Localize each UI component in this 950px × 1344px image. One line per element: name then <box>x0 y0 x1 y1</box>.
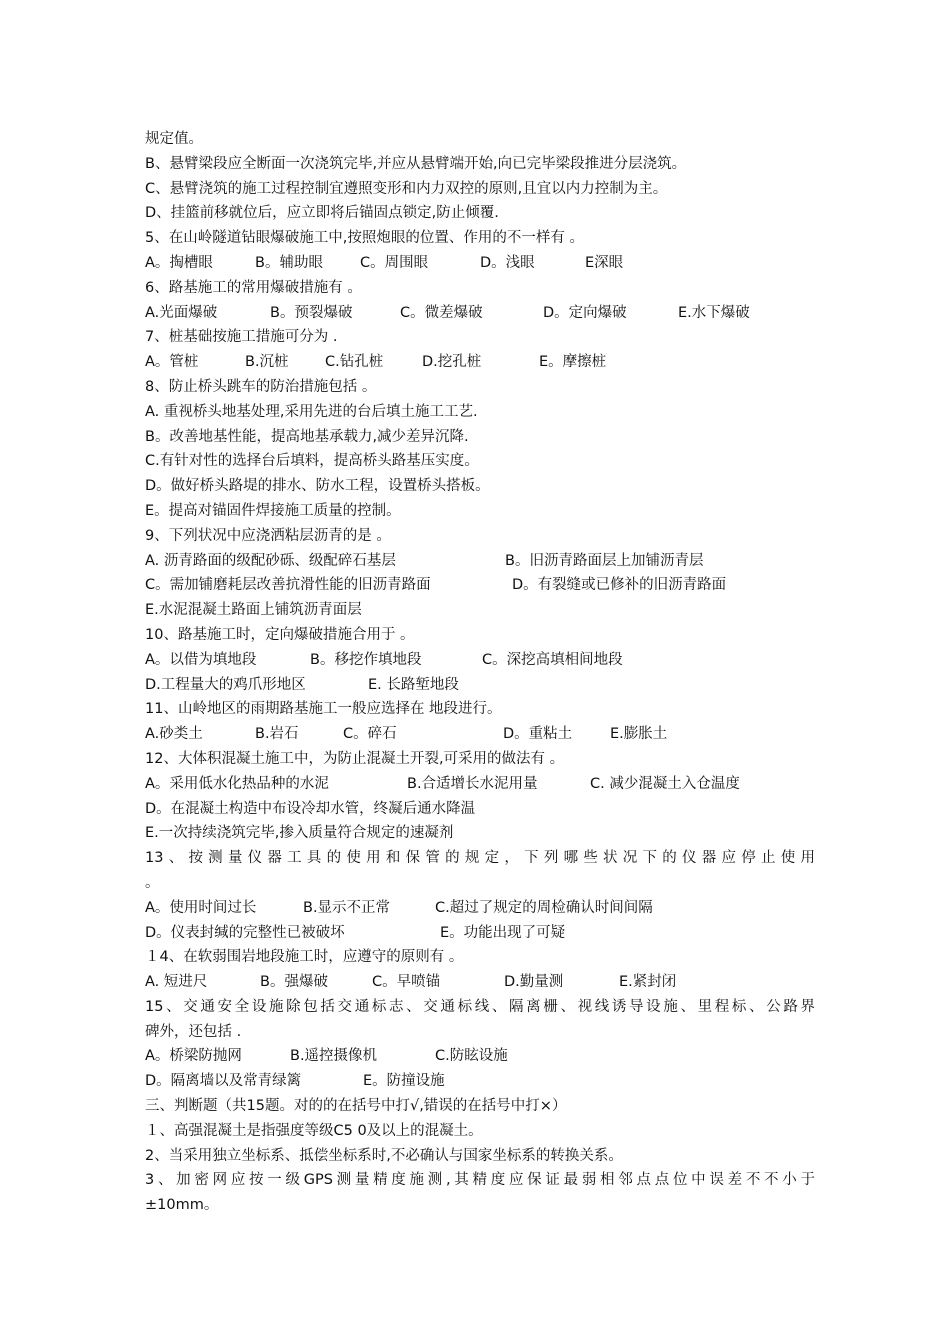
options-q13-row2 <box>145 921 815 946</box>
option-d: D。重粘土 <box>503 726 573 743</box>
statement-2: 2、当采用独立坐标系、抵偿坐标系时,不必确认与国家坐标系的转换关系。 <box>145 1147 623 1164</box>
question-12: 12、大体积混凝土施工中，为防止混凝土开裂,可采用的做法有 。 <box>145 750 565 767</box>
question-5: 5、在山岭隧道钻眼爆破施工中,按照炮眼的位置、作用的不一样有 。 <box>145 230 584 247</box>
option-c: C。碎石 <box>343 726 397 743</box>
option-c: C。早喷锚 <box>372 974 441 991</box>
option-d: D。仪表封缄的完整性已被破坏 <box>145 924 345 941</box>
options-q7 <box>145 350 815 375</box>
options-q14 <box>145 970 815 995</box>
option-b: B.显示不正常 <box>303 899 391 916</box>
option-a: A.光面爆破 <box>145 304 218 321</box>
text-line: E.一次持续浇筑完毕,掺入质量符合规定的速凝剂 <box>145 825 454 842</box>
question-6: 6、路基施工的常用爆破措施有 。 <box>145 279 362 296</box>
option-b: B。预裂爆破 <box>270 304 353 321</box>
question-8: 8、防止桥头跳车的防治措施包括 。 <box>145 378 377 395</box>
options-q9-row1 <box>145 549 815 574</box>
question-7: 7、桩基础按施工措施可分为 . <box>145 329 338 346</box>
option-b: B.沉桩 <box>245 354 289 371</box>
option-b: B.岩石 <box>255 726 299 743</box>
statement-1: １、高强混凝土是指强度等级C5 0及以上的混凝土。 <box>145 1122 483 1139</box>
option-e: E深眼 <box>585 254 624 271</box>
option-c: C。需加铺磨耗层改善抗滑性能的旧沥青路面 <box>145 577 431 594</box>
option-b: B。旧沥青路面层上加铺沥青层 <box>505 552 704 569</box>
option-a: A。以借为填地段 <box>145 651 257 668</box>
text-line: D。做好桥头路堤的排水、防水工程，设置桥头搭板。 <box>145 478 490 495</box>
option-a: A。采用低水化热品种的水泥 <box>145 775 329 792</box>
text-line: C.有针对性的选择台后填料，提高桥头路基压实度。 <box>145 453 479 470</box>
option-e: E。防撞设施 <box>363 1073 445 1090</box>
text-line: 碑外，还包括 . <box>145 1023 242 1040</box>
option-a: A。桥梁防抛网 <box>145 1048 242 1065</box>
text-line: E。提高对锚固件焊接施工质量的控制。 <box>145 502 401 519</box>
option-d: D.挖孔桩 <box>422 354 482 371</box>
option-a: A。掏槽眼 <box>145 254 213 271</box>
option-d: D。有裂缝或已修补的旧沥青路面 <box>512 577 727 594</box>
option-a: A. 沥青路面的级配砂砾、级配碎石基层 <box>145 552 396 569</box>
option-b: B。移挖作填地段 <box>310 651 422 668</box>
option-a: A.砂类土 <box>145 726 203 743</box>
text-line: 规定值。 <box>145 131 203 147</box>
text-line: E.水泥混凝土路面上铺筑沥青面层 <box>145 602 362 619</box>
option-d: D.工程量大的鸡爪形地区 <box>145 676 306 693</box>
options-q15-row1 <box>145 1044 815 1069</box>
options-q13-row1 <box>145 896 815 921</box>
option-c: C。深挖高填相间地段 <box>482 651 623 668</box>
option-b: B。强爆破 <box>260 974 328 991</box>
options-q10-row2 <box>145 673 815 698</box>
text-line: B。改善地基性能，提高地基承载力,减少差异沉降. <box>145 428 469 445</box>
options-q11 <box>145 722 815 747</box>
options-q6 <box>145 301 815 326</box>
options-q9-row2 <box>145 573 815 598</box>
statement-3: 3、加密网应按一级GPS测量精度施测,其精度应保证最弱相邻点点位中误差不不小于 <box>145 1172 815 1189</box>
option-c: C.防眩设施 <box>435 1048 508 1065</box>
option-c: C. 减少混凝土入仓温度 <box>590 775 740 792</box>
text-line: B、悬臂梁段应全断面一次浇筑完毕,并应从悬臂端开始,向已完毕梁段推进分层浇筑。 <box>145 155 687 172</box>
option-c: C.超过了规定的周检确认时间间隔 <box>435 899 653 916</box>
option-d: D.勤量测 <box>504 974 564 991</box>
option-e: E。功能出现了可疑 <box>440 924 566 941</box>
option-d: D。隔离墙以及常青绿篱 <box>145 1073 302 1090</box>
option-d: D。浅眼 <box>480 254 535 271</box>
text-line: C、悬臂浇筑的施工过程控制宜遵照变形和内力双控的原则,且宜以内力控制为主。 <box>145 180 668 197</box>
section-heading: 三、判断题（共15题。对的的在括号中打√,错误的在括号中打×） <box>145 1098 567 1115</box>
option-a: A。管桩 <box>145 354 199 371</box>
option-a: A。使用时间过长 <box>145 899 257 916</box>
option-d: D。定向爆破 <box>543 304 627 321</box>
question-15: 15、交通安全设施除包括交通标志、交通标线、隔离栅、视线诱导设施、里程标、公路界 <box>145 998 815 1015</box>
option-e: E。摩擦桩 <box>539 354 607 371</box>
question-13: 13、按测量仪器工具的使用和保管的规定，下列哪些状况下的仪器应停止使用 <box>145 850 815 867</box>
option-c: C。周围眼 <box>360 254 429 271</box>
text-line: D、挂篮前移就位后，应立即将后锚固点锁定,防止倾覆. <box>145 205 499 222</box>
text-line: ±10mm。 <box>145 1197 219 1214</box>
option-c: C。微差爆破 <box>400 304 483 321</box>
options-q5 <box>145 251 815 276</box>
option-e: E.水下爆破 <box>678 304 750 321</box>
option-b: B。辅助眼 <box>255 254 323 271</box>
option-e: E.紧封闭 <box>619 974 677 991</box>
options-q15-row2 <box>145 1069 815 1094</box>
option-e: E.膨胀土 <box>610 726 668 743</box>
option-e: E. 长路堑地段 <box>368 676 459 693</box>
question-10: 10、路基施工时，定向爆破措施合用于 。 <box>145 626 415 643</box>
question-11: 11、山岭地区的雨期路基施工一般应选择在 地段进行。 <box>145 701 502 718</box>
text-line: 。 <box>145 874 160 891</box>
options-q10-row1 <box>145 648 815 673</box>
question-14: １4、在软弱围岩地段施工时，应遵守的原则有 。 <box>145 949 464 966</box>
document-body <box>145 127 815 1218</box>
question-9: 9、下列状况中应浇洒粘层沥青的是 。 <box>145 527 391 544</box>
text-line: A. 重视桥头地基处理,采用先进的台后填土施工工艺. <box>145 403 478 420</box>
text-line: D。在混凝土构造中布设冷却水管，终凝后通水降温 <box>145 800 476 817</box>
option-a: A. 短进尺 <box>145 974 208 991</box>
option-c: C.钻孔桩 <box>325 354 384 371</box>
options-q12 <box>145 772 815 797</box>
option-b: B.遥控摄像机 <box>290 1048 378 1065</box>
option-b: B.合适增长水泥用量 <box>407 775 538 792</box>
